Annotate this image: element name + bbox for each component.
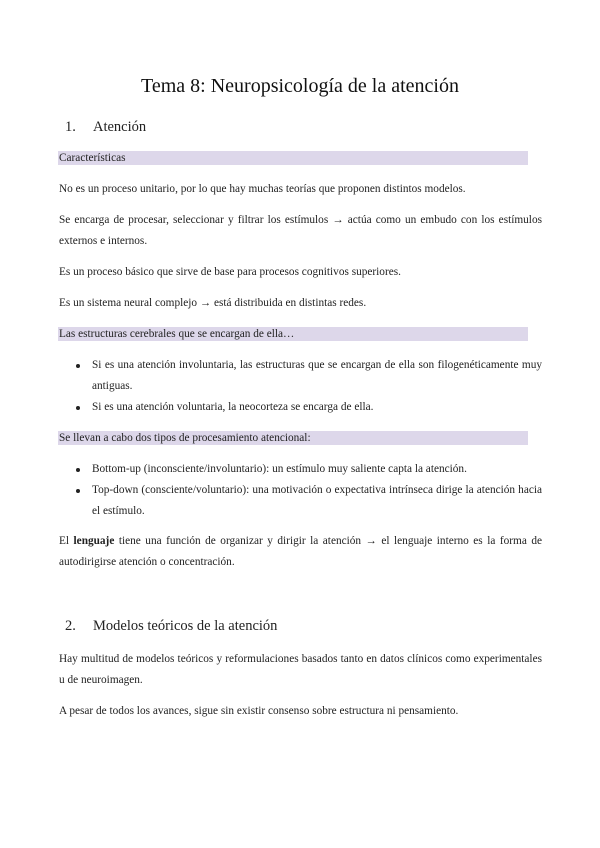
page-title: Tema 8: Neuropsicología de la atención <box>141 75 459 97</box>
bullet-dot-icon <box>76 406 80 410</box>
paragraph-modelos: Hay multitud de modelos teóricos y reformulaciones basados tanto en datos clínicos como experimentales u de neuroimagen. <box>59 653 542 686</box>
bullet-dot-icon <box>76 489 80 493</box>
paragraph-sistema-neural: Es un sistema neural complejo → está distribuida en distintas redes. <box>59 297 367 309</box>
lenguaje-bold: lenguaje <box>73 535 115 547</box>
section-2-number: 2. <box>65 618 76 634</box>
subheading-procesamiento: Se llevan a cabo dos tipos de procesamiento atencional: <box>59 432 311 444</box>
bullet-voluntaria: Si es una atención voluntaria, la neocorteza se encarga de ella. <box>92 401 374 413</box>
section-1-title: Atención <box>93 119 147 135</box>
bullet-dot-icon <box>76 364 80 368</box>
lenguaje-rest: tiene una función de organizar y dirigir la atención → el lenguaje interno es la forma de autodirigirse atención o concentración. <box>59 535 542 568</box>
paragraph-proceso-basico: Es un proceso básico que sirve de base para procesos cognitivos superiores. <box>59 266 401 278</box>
highlight-bar-caracteristicas <box>58 151 528 165</box>
lenguaje-prefix: El <box>59 535 74 547</box>
paragraph-unitario: No es un proceso unitario, por lo que hay muchas teorías que proponen distintos modelos. <box>59 183 466 195</box>
subheading-caracteristicas: Características <box>59 152 126 164</box>
section-2-title: Modelos teóricos de la atención <box>93 618 278 634</box>
paragraph-embudo: Se encarga de procesar, seleccionar y filtrar los estímulos → actúa como un embudo con los estímulos externos e internos. <box>59 214 542 247</box>
bullet-top-down: Top-down (consciente/voluntario): una motivación o expectativa intrínseca dirige la atención hacia el estímulo. <box>92 484 542 517</box>
bullet-bottom-up: Bottom-up (inconsciente/involuntario): un estímulo muy saliente capta la atención. <box>92 463 467 475</box>
bullet-dot-icon <box>76 468 80 472</box>
subheading-estructuras: Las estructuras cerebrales que se encargan de ella… <box>59 328 295 340</box>
section-2-heading <box>65 617 277 635</box>
paragraph-consenso: A pesar de todos los avances, sigue sin existir consenso sobre estructura ni pensamiento. <box>59 705 459 717</box>
section-1-heading <box>65 118 146 136</box>
section-1-number: 1. <box>65 119 76 135</box>
paragraph-lenguaje <box>59 531 542 573</box>
bullet-involuntaria: Si es una atención involuntaria, las estructuras que se encargan de ella son filogenéticamente muy antiguas. <box>92 359 542 392</box>
